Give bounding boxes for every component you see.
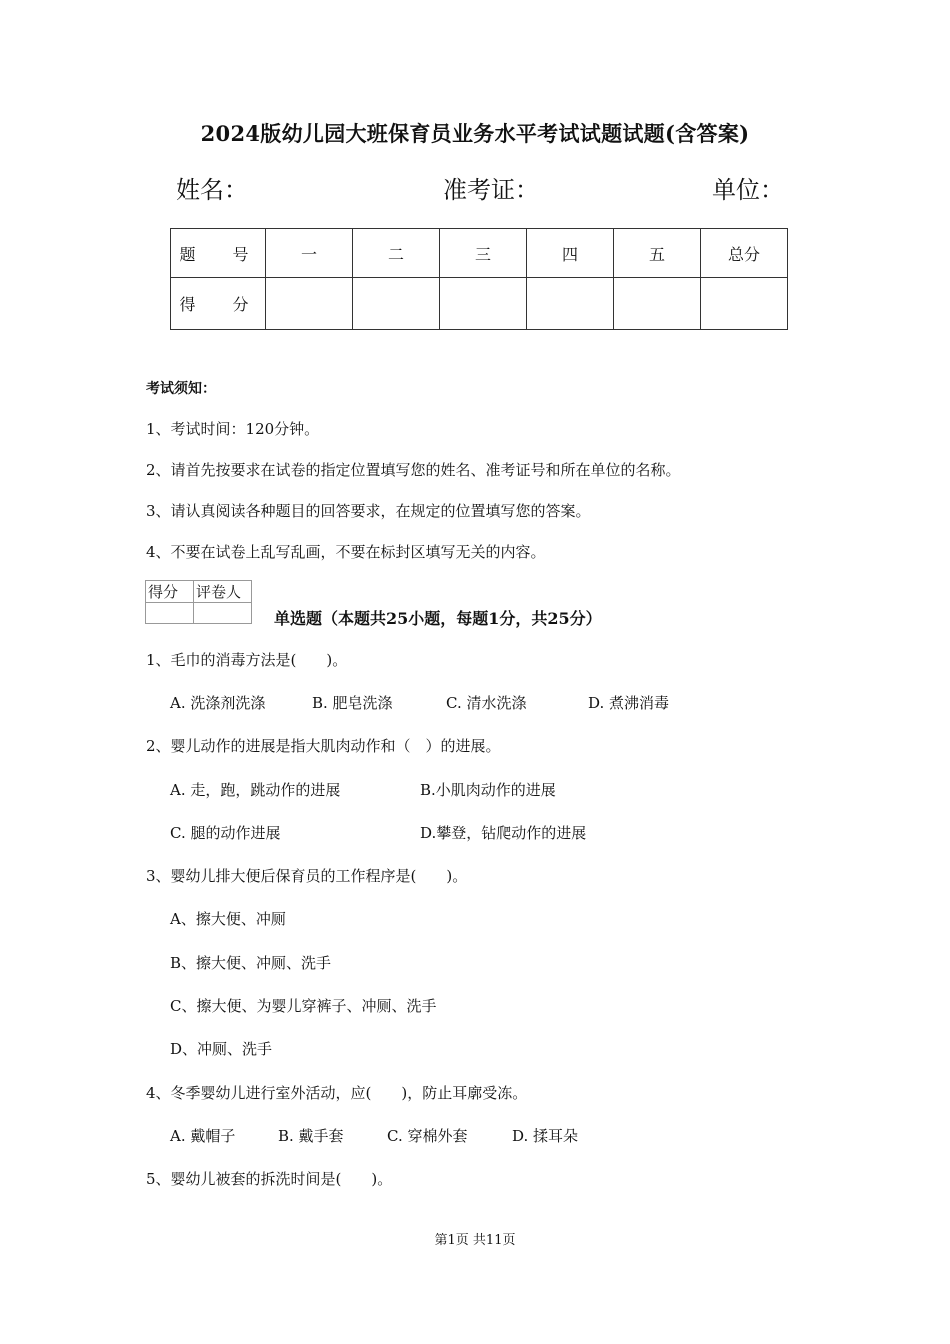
- option-d[interactable]: D、冲厕、洗手: [170, 1040, 273, 1058]
- note-item: 4、不要在试卷上乱写乱画，不要在标封区填写无关的内容。: [146, 543, 546, 561]
- score-row-label: 得 分: [171, 278, 266, 330]
- option-a[interactable]: A. 洗涤剂洗涤: [170, 694, 266, 712]
- notes-heading: 考试须知：: [146, 381, 216, 397]
- option-c[interactable]: C. 穿棉外套: [387, 1127, 468, 1145]
- score-table: [170, 228, 788, 330]
- score-header-total: 总分: [701, 229, 788, 278]
- grader-reviewer-label: 评卷人: [194, 581, 252, 603]
- name-field-label: 姓名：: [176, 176, 248, 204]
- score-header-2: 二: [353, 229, 440, 278]
- page-title: 2024版幼儿园大班保育员业务水平考试试题试题(含答案): [200, 121, 750, 146]
- question-stem: 1、毛巾的消毒方法是( )。: [146, 651, 348, 669]
- option-b[interactable]: B.小肌肉动作的进展: [420, 781, 556, 799]
- option-b[interactable]: B. 肥皂洗涤: [312, 694, 393, 712]
- option-a[interactable]: A. 戴帽子: [170, 1127, 236, 1145]
- question-stem: 2、婴儿动作的进展是指大肌肉动作和（ ）的进展。: [146, 737, 501, 755]
- grader-reviewer-cell[interactable]: [194, 603, 252, 624]
- option-c[interactable]: C. 腿的动作进展: [170, 824, 281, 842]
- score-cell-2[interactable]: [353, 278, 440, 330]
- question-stem: 3、婴幼儿排大便后保育员的工作程序是( )。: [146, 867, 468, 885]
- score-cell-3[interactable]: [440, 278, 527, 330]
- note-item: 2、请首先按要求在试卷的指定位置填写您的姓名、准考证号和所在单位的名称。: [146, 461, 681, 479]
- score-header-1: 一: [266, 229, 353, 278]
- score-cell-total[interactable]: [701, 278, 788, 330]
- option-c[interactable]: C. 清水洗涤: [446, 694, 527, 712]
- note-item: 1、考试时间：120分钟。: [146, 420, 320, 438]
- option-d[interactable]: D. 煮沸消毒: [588, 694, 670, 712]
- section-title: 单选题（本题共25小题，每题1分，共25分）: [274, 609, 602, 628]
- page-footer: 第1页 共11页: [434, 1233, 516, 1248]
- score-header-4: 四: [527, 229, 614, 278]
- question-stem: 4、冬季婴幼儿进行室外活动，应( )，防止耳廓受冻。: [146, 1084, 528, 1102]
- score-table-score-row: [171, 278, 788, 330]
- grader-score-cell[interactable]: [146, 603, 194, 624]
- score-header-3: 三: [440, 229, 527, 278]
- note-item: 3、请认真阅读各种题目的回答要求，在规定的位置填写您的答案。: [146, 502, 591, 520]
- option-b[interactable]: B. 戴手套: [278, 1127, 344, 1145]
- unit-field-label: 单位：: [712, 176, 784, 204]
- option-a[interactable]: A. 走，跑，跳动作的进展: [170, 781, 341, 799]
- score-header-label: 题 号: [171, 229, 266, 278]
- score-cell-5[interactable]: [614, 278, 701, 330]
- option-a[interactable]: A、擦大便、冲厕: [170, 910, 286, 928]
- option-d[interactable]: D.攀登，钻爬动作的进展: [420, 824, 587, 842]
- score-cell-1[interactable]: [266, 278, 353, 330]
- score-table-header-row: [171, 229, 788, 278]
- option-d[interactable]: D. 揉耳朵: [512, 1127, 579, 1145]
- score-cell-4[interactable]: [527, 278, 614, 330]
- exam-id-field-label: 准考证：: [443, 176, 539, 204]
- question-stem: 5、婴幼儿被套的拆洗时间是( )。: [146, 1170, 393, 1188]
- option-c[interactable]: C、擦大便、为婴儿穿裤子、冲厕、洗手: [170, 997, 437, 1015]
- score-header-5: 五: [614, 229, 701, 278]
- option-b[interactable]: B、擦大便、冲厕、洗手: [170, 954, 332, 972]
- grader-box: [145, 580, 252, 624]
- grader-score-label: 得分: [146, 581, 194, 603]
